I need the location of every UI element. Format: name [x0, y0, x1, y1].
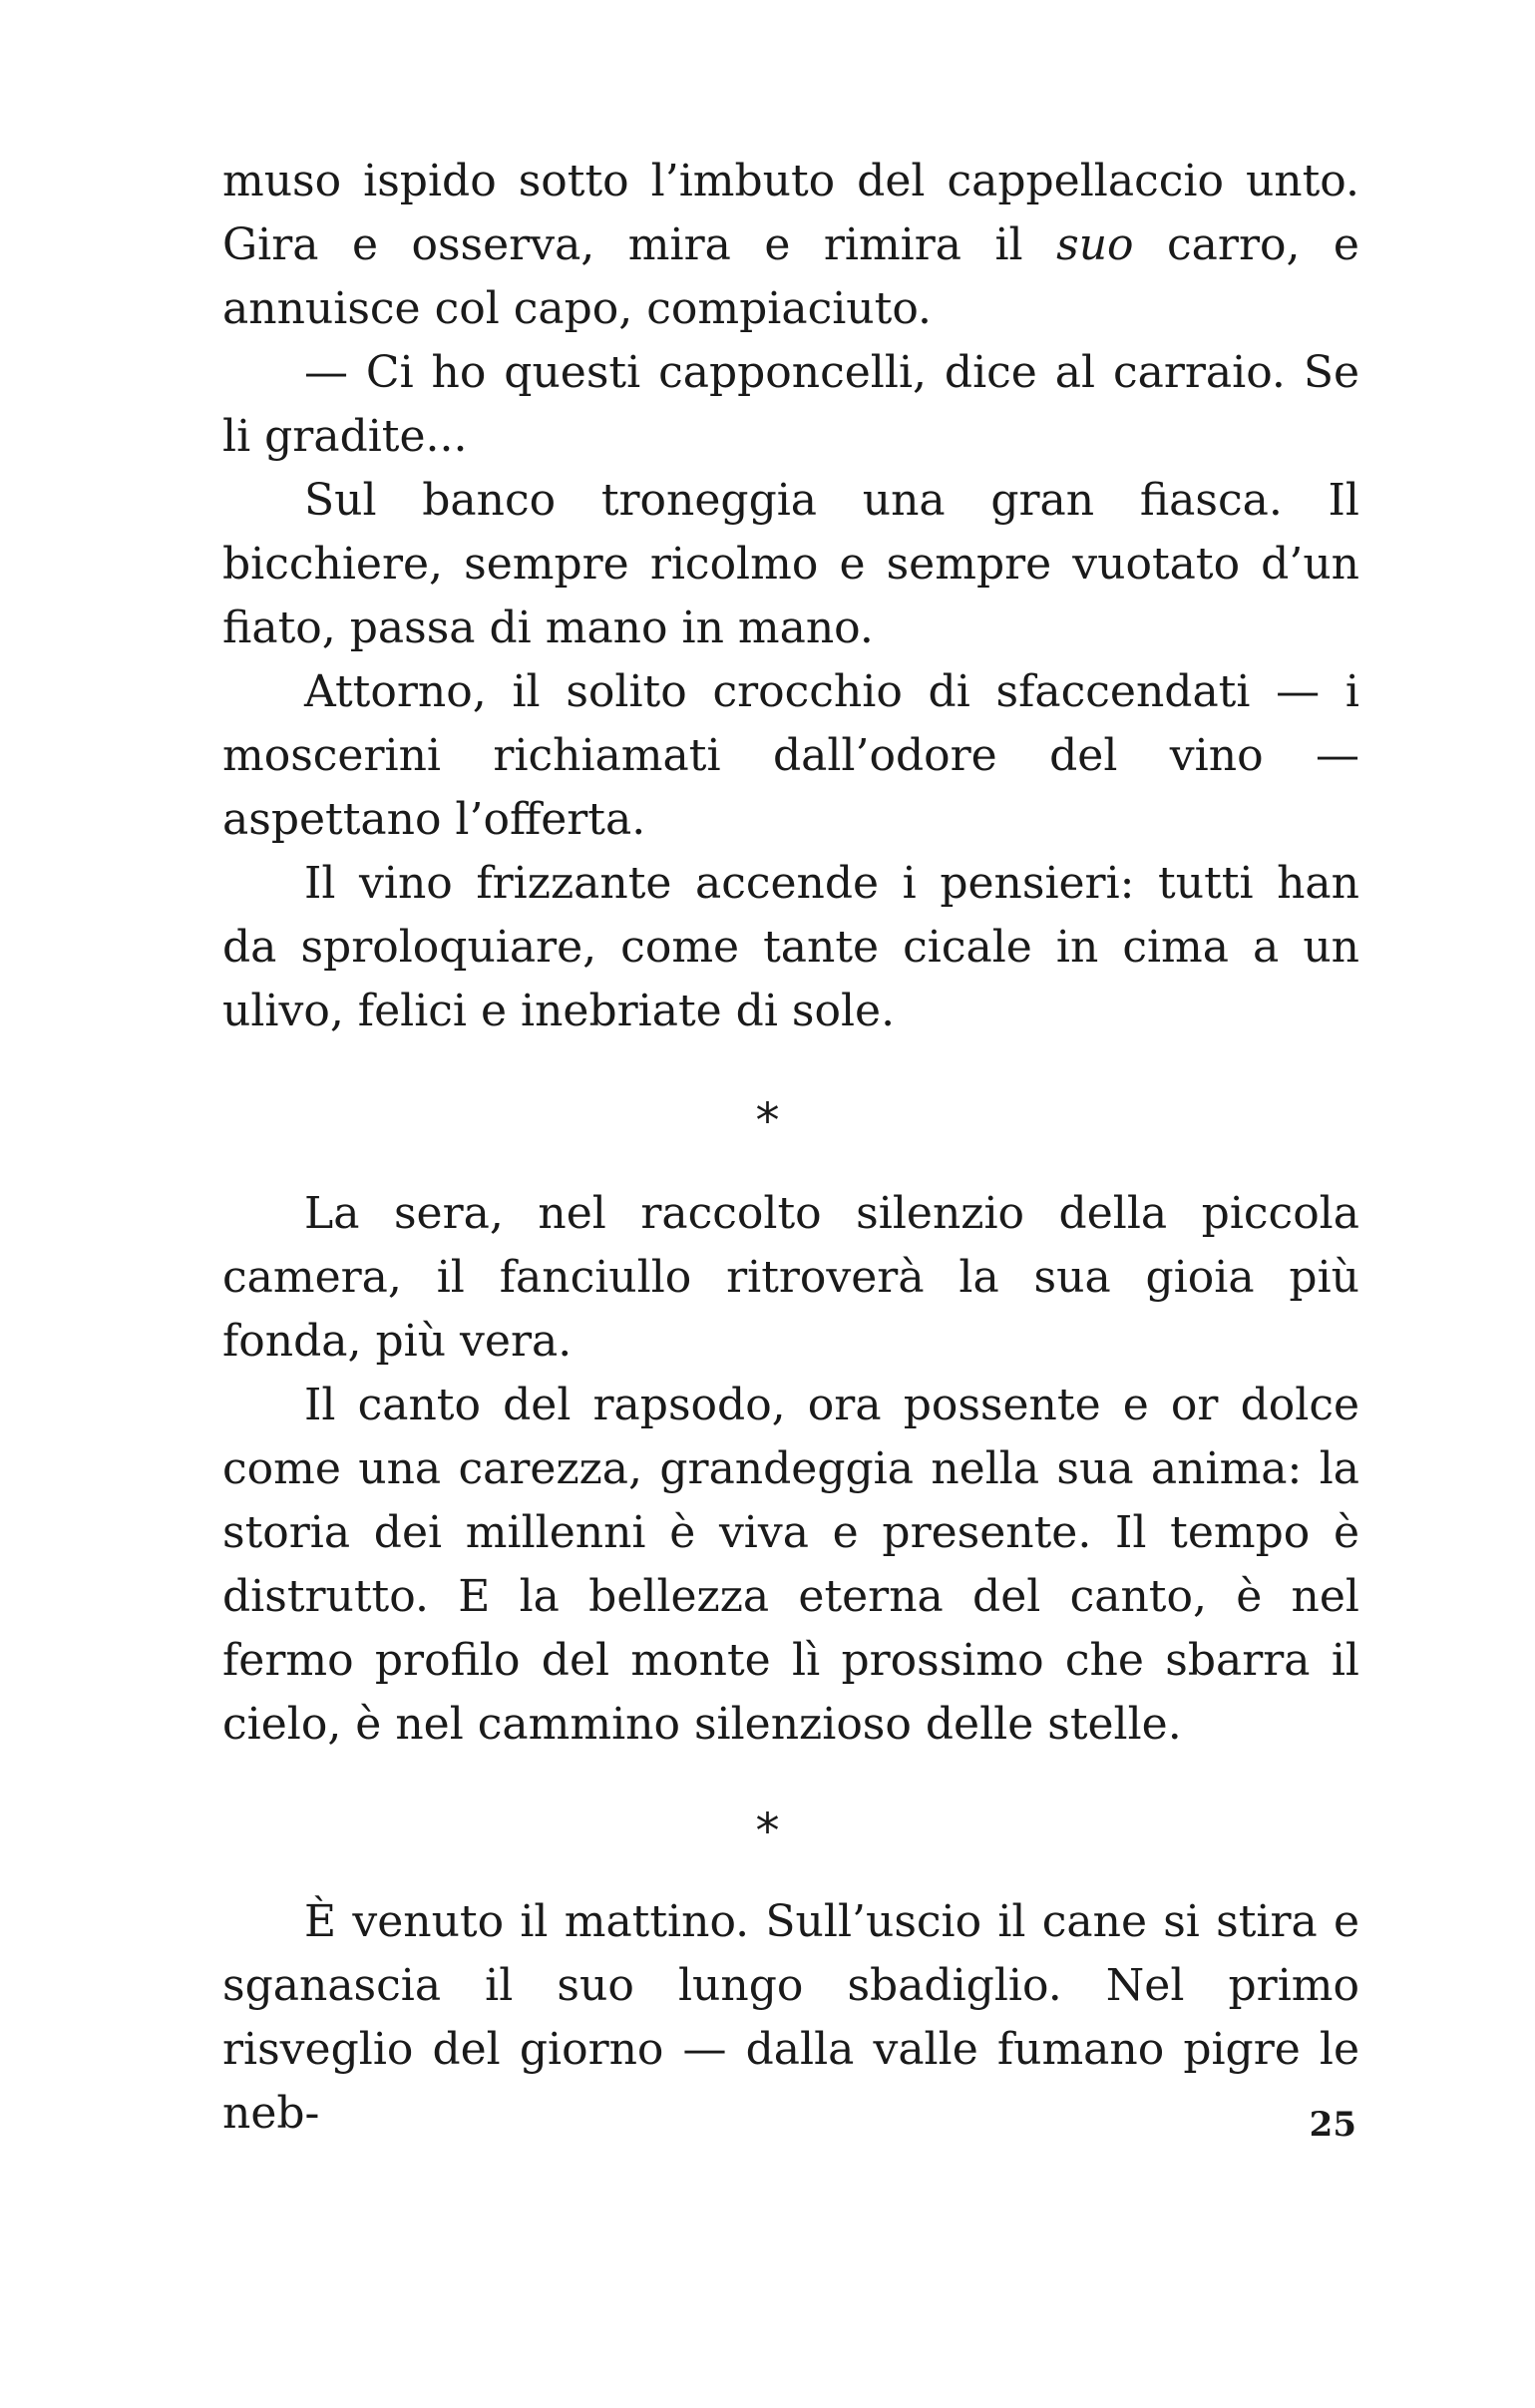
paragraph-mattino: È venuto il mattino. Sull’uscio il cane si stira e sganascia il suo lungo sbadiglio. Nel primo risveglio del giorno — dalla valle fumano pigre le neb- — [222, 1896, 1359, 2139]
paragraph-text-end: carro, e annuisce col capo, compiaciuto. — [222, 219, 1359, 334]
page-number: 25 — [1309, 2105, 1356, 2145]
italic-word: suo — [1056, 219, 1134, 270]
paragraph-attorno: Attorno, il solito crocchio di sfaccendati — i moscerini richiamati dall’odore del vino — aspettano l’offerta. — [222, 666, 1359, 845]
section-1 — [222, 150, 1359, 1043]
paragraph-text: muso ispido sotto l’imbuto del cappellaccio unto. Gira e osserva, mira e rimira il — [222, 156, 1359, 270]
paragraph-dialogue: — Ci ho questi capponcelli, dice al carraio. Se li gradite... — [222, 347, 1359, 462]
paragraph-canto: Il canto del rapsodo, ora possente e or dolce come una carezza, grandeggia nella sua anima: la storia dei millenni è viva e presente. Il tempo è distrutto. E la bellezza eterna del canto, è nel fermo profilo del monte lì prossimo che sbarra il cielo, è nel cammino silenzioso delle stelle. — [222, 1380, 1359, 1750]
section-separator: * — [755, 1804, 780, 1859]
section-separator: * — [755, 1093, 780, 1149]
paragraph-continued — [222, 150, 1359, 341]
paragraph-sera: La sera, nel raccolto silenzio della piccola camera, il fanciullo ritroverà la sua gioia più fonda, più vera. — [222, 1188, 1359, 1367]
section-3 — [222, 1890, 1359, 2146]
paragraph-vino: Il vino frizzante accende i pensieri: tutti han da sproloquiare, come tante cicale in cima a un ulivo, felici e inebriate di sole. — [222, 858, 1359, 1036]
section-2 — [222, 1182, 1359, 1757]
paragraph-banco: Sul banco troneggia una gran fiasca. Il bicchiere, sempre ricolmo e sempre vuotato d’un fiato, passa di mano in mano. — [222, 475, 1359, 653]
